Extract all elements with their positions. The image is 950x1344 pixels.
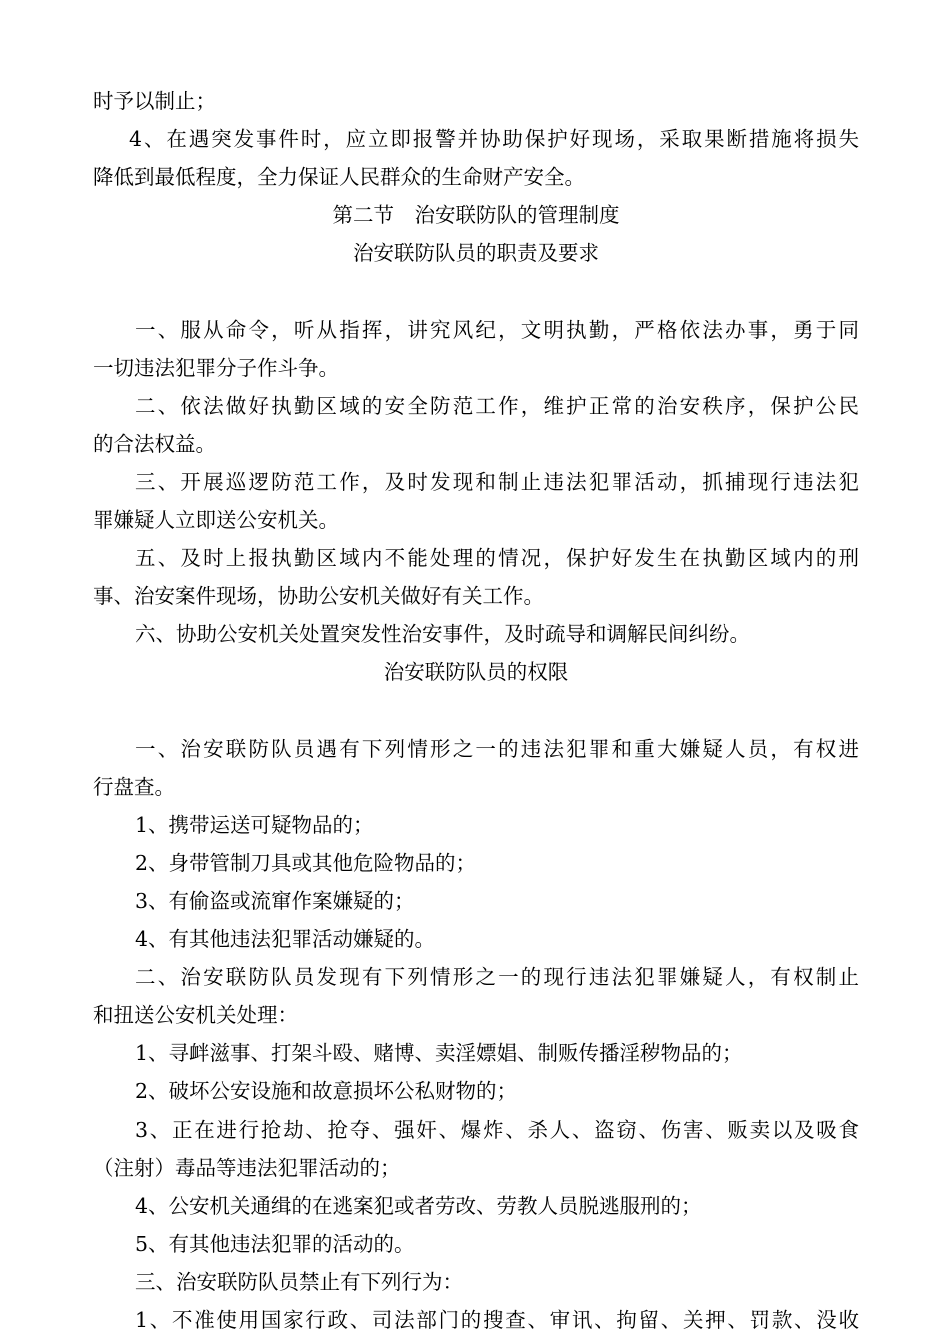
paragraph-line: 4、在遇突发事件时，应立即报警并协助保护好现场，采取果断措施将损失 bbox=[129, 127, 859, 152]
paragraph-line: 三、开展巡逻防范工作，及时发现和制止违法犯罪活动，抓捕现行违法犯 bbox=[135, 469, 859, 494]
paragraph-line: 和扭送公安机关处理： bbox=[93, 1003, 298, 1028]
paragraph-line: 五、及时上报执勤区域内不能处理的情况，保护好发生在执勤区域内的刑 bbox=[135, 546, 859, 571]
document-page bbox=[93, 82, 859, 1339]
paragraph-line: 时予以制止； bbox=[93, 89, 216, 113]
list-item: 3、有偷盗或流窜作案嫌疑的； bbox=[135, 888, 415, 913]
blank-line bbox=[93, 272, 859, 310]
paragraph-line: 二、依法做好执勤区域的安全防范工作，维护正常的治安秩序，保护公民 bbox=[135, 393, 859, 418]
sub-heading: 治安联防队员的职责及要求 bbox=[353, 241, 599, 266]
list-item: 4、有其他违法犯罪活动嫌疑的。 bbox=[135, 927, 436, 952]
list-item: 1、携带运送可疑物品的； bbox=[135, 812, 374, 837]
paragraph-line: 罪嫌疑人立即送公安机关。 bbox=[93, 508, 339, 533]
paragraph-line: 事、治安案件现场，协助公安机关做好有关工作。 bbox=[93, 584, 544, 609]
blank-line bbox=[93, 692, 859, 730]
paragraph-line: 一切违法犯罪分子作斗争。 bbox=[93, 355, 339, 380]
list-item: 2、身带管制刀具或其他危险物品的； bbox=[135, 850, 477, 875]
paragraph-line: 三、治安联防队员禁止有下列行为： bbox=[135, 1269, 463, 1294]
list-item: 1、寻衅滋事、打架斗殴、赌博、卖淫嫖娼、制贩传播淫秽物品的； bbox=[135, 1041, 743, 1066]
paragraph-line: 六、协助公安机关处置突发性治安事件，及时疏导和调解民间纠纷。 bbox=[135, 622, 750, 647]
sub-heading: 治安联防队员的权限 bbox=[383, 660, 569, 685]
paragraph-line: 行盘查。 bbox=[93, 774, 175, 799]
list-item: 5、有其他违法犯罪的活动的。 bbox=[135, 1231, 415, 1256]
list-item: 2、破坏公安设施和故意损坏公私财物的； bbox=[135, 1079, 518, 1104]
paragraph-line: 一、治安联防队员遇有下列情形之一的违法犯罪和重大嫌疑人员，有权进 bbox=[135, 736, 859, 761]
list-item: 1、不准使用国家行政、司法部门的搜查、审讯、拘留、关押、罚款、没收 bbox=[135, 1308, 859, 1332]
list-item: 3、正在进行抢劫、抢夺、强奸、爆炸、杀人、盗窃、伤害、贩卖以及吸食 bbox=[135, 1117, 859, 1142]
paragraph-line: 降低到最低程度，全力保证人民群众的生命财产安全。 bbox=[93, 165, 585, 190]
paragraph-line: 二、治安联防队员发现有下列情形之一的现行违法犯罪嫌疑人，有权制止 bbox=[135, 965, 859, 990]
list-item: 4、公安机关通缉的在逃案犯或者劳改、劳教人员脱逃服刑的； bbox=[135, 1193, 702, 1218]
list-item: （注射）毒品等违法犯罪活动的； bbox=[93, 1155, 401, 1180]
paragraph-line: 一、服从命令，听从指挥，讲究风纪，文明执勤，严格依法办事，勇于同 bbox=[135, 317, 859, 342]
section-heading: 第二节 治安联防队的管理制度 bbox=[332, 203, 620, 228]
paragraph-line: 的合法权益。 bbox=[93, 431, 216, 456]
